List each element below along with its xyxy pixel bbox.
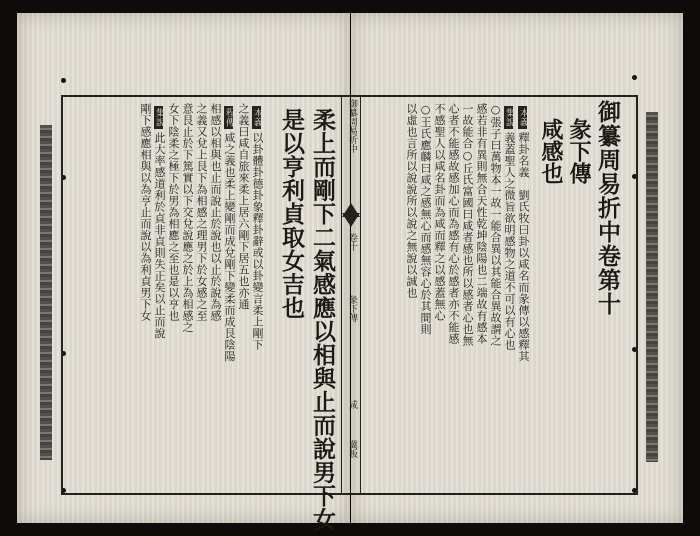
commentary-badge: 集說 xyxy=(154,108,164,127)
commentary-column: 之義曰咸自旅來柔上居六剛下居五也亦通 xyxy=(237,103,250,310)
main-text-column: 柔上而剛下二氣感應以相與止而說男下女 xyxy=(309,108,336,531)
commentary-badge: 本義 xyxy=(252,108,262,127)
binding-hole xyxy=(61,78,66,83)
commentary-column: 集說義蓋聖人之微旨欲明感物之道不可以有心也 xyxy=(503,108,516,351)
fold-leaf: 咸 xyxy=(347,400,357,409)
section-heading: 彖下傳 xyxy=(566,118,592,184)
commentary-column: 集說此大率感道利於貞非貞則失正矣以止而說 xyxy=(153,108,166,339)
main-text-column: 是以亨利貞取女吉也 xyxy=(278,108,305,320)
fold-volume: 卷十 xyxy=(347,233,357,251)
left-page-edge-wear xyxy=(40,125,52,460)
commentary-column: 心者不能感故感加心而為感有心於感者亦不能感 xyxy=(447,103,460,345)
commentary-column: 相感以相與也止而說止於說也以止於說為感 xyxy=(209,103,222,322)
commentary-column: 程傳咸之義也柔上變剛而成兌剛下變柔而成艮陰陽 xyxy=(223,108,236,362)
commentary-column: ○張子曰萬物本一故一能合異以其能合異故謂之 xyxy=(489,103,502,347)
commentary-column: 不感聖人以咸名卦而為咸而釋之以感蓋無心 xyxy=(433,103,446,322)
fishtail-mark xyxy=(342,213,360,227)
commentary-column: 本義釋卦名義 劉氏牧曰卦以咸名而彖傳以感釋其 xyxy=(517,108,530,362)
right-page-edge-wear xyxy=(646,112,658,462)
commentary-column: 女下陰柔之極下於男為相應之至也是以亨也 xyxy=(167,103,180,322)
commentary-column: 意艮止於下篤實以下交兌說應之於上為相感之 xyxy=(181,103,194,333)
commentary-column: 剛下感應相與以為亨止而說以為利貞男下女 xyxy=(139,103,152,322)
commentary-badge: 集說 xyxy=(504,108,514,127)
fold-section: 彖下傳 xyxy=(347,295,357,322)
volume-title: 御纂周易折中卷第十 xyxy=(594,100,621,316)
commentary-column: 之義又兌上艮下為相感之理男下於女感之至 xyxy=(195,103,208,322)
commentary-column: 本義以卦體卦德卦象釋卦辭或以卦變言柔上剛下 xyxy=(251,108,264,351)
binding-hole xyxy=(632,75,637,80)
center-fold xyxy=(341,95,361,495)
fold-mark: 冀板 xyxy=(347,440,357,458)
section-subheading: 咸感也 xyxy=(538,118,564,184)
fold-title: 御纂周易折中 xyxy=(347,99,357,153)
commentary-column: ○王氏應麟曰咸之感無心而感無容心於其間則 xyxy=(419,103,432,335)
commentary-column: 以虛也言所以說說所以說之無說以誠也 xyxy=(405,103,418,299)
commentary-column: 一故能合○丘氏富國曰咸者感也所以感者心也無 xyxy=(461,103,474,347)
commentary-badge: 程傳 xyxy=(224,108,234,127)
commentary-badge: 本義 xyxy=(518,108,528,127)
commentary-column: 感若非有異則無合天性乾坤陰陽也二端故有感本 xyxy=(475,103,488,345)
